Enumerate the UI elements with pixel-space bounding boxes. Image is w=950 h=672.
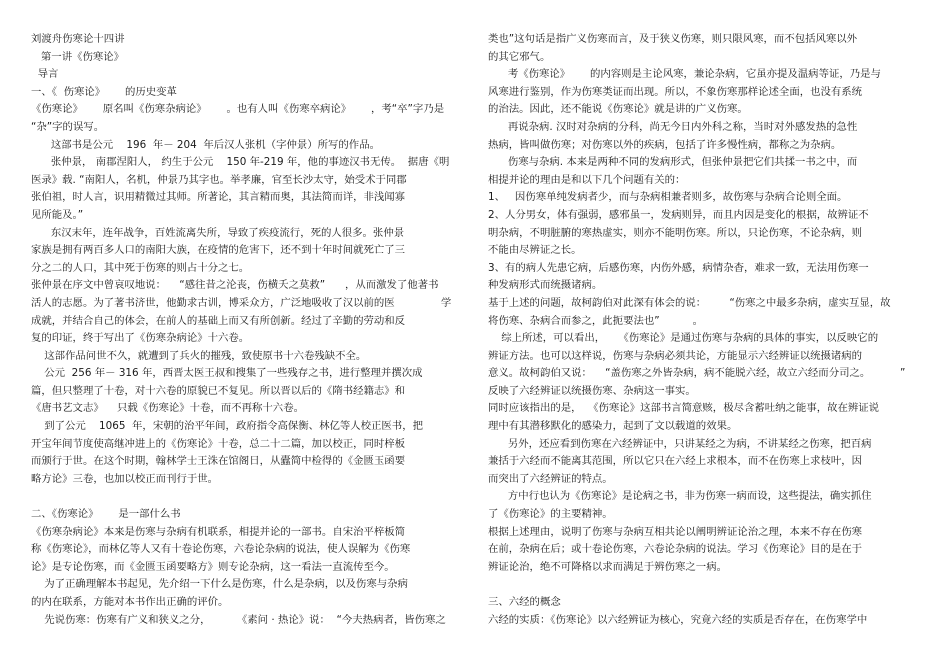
text-line: 考《伤寒论》 的内容则是主论风寒，兼论杂病，它虽亦提及温病等证，乃是与 xyxy=(488,68,881,81)
text-line: 在前，杂病在后；或十卷论伤寒，六卷论杂病的说法。学习《伤寒论》目的是在于 xyxy=(488,543,863,556)
text-line: 方中行也认为《伤寒论》是论病之书，非为伤寒一病而设，这些提法，确实抓住 xyxy=(488,490,872,503)
text-line: 的其它邪气。 xyxy=(488,50,551,63)
text-line: 1、 因伤寒单纯发病者少，而与杂病相兼者则多，故伤寒与杂病合论则全面。 xyxy=(488,191,848,204)
text-line: 了《伤寒论》的主要精神。 xyxy=(488,508,613,521)
text-line: 辨证方法。也可以这样说，伤寒与杂病必须共论，方能显示六经辨证以统摄诸病的 xyxy=(488,349,863,362)
text-line: 同时应该指出的是， 《伤寒论》这部书言简意赅，极尽含蓄吐纳之能事，故在辨证说 xyxy=(488,402,880,415)
text-line: 开宝年间节度使高继冲进上的《伤寒论》十卷，总二十二篇，加以校正，同时梓板 xyxy=(31,437,406,450)
text-line: 风寒进行鉴别，作为伤寒类证而出现。所以，不象伤寒那样论述全面，也没有系统 xyxy=(488,85,863,98)
text-line: 3、有的病人先患它病，后感伤寒，内伤外感，病情杂杳，难求一致，无法用伤寒一 xyxy=(488,261,869,274)
text-line: 综上所述，可以看出， 《伤寒论》是通过伤寒与杂病的具体的事实，以反映它的 xyxy=(488,332,879,345)
text-line: 意义。故柯韵伯又说： “盖伤寒之外皆杂病，病不能脱六经，故立六经而分司之。 ” xyxy=(488,367,906,380)
text-line: 这部书是公元 196 年－ 204 年后汉人张机（字仲景）所写的作品。 xyxy=(31,138,380,151)
text-line: 根据上述理由，说明了伤寒与杂病互相共论以阐明辨证论治之理，本来不存在伤寒 xyxy=(488,525,863,538)
text-line: 种发病形式而统摄诸病。 xyxy=(488,279,603,292)
text-line: 二、《伤寒论》 是一部什么书 xyxy=(31,508,181,521)
text-line: 家族是拥有两百多人口的南阳大族，在疫情的危害下，还不到十年时间就死亡了三 xyxy=(31,244,406,257)
text-line: 活人的志愿。为了著书济世，他勤求古训，博采众方，广泛地吸收了汉以前的医 学 xyxy=(31,296,452,309)
text-line: 辨证论治，绝不可降格以求而满足于辨伤寒之一病。 xyxy=(488,560,727,573)
text-line: 理中有其潜移默化的感染力，起到了文以载道的效果。 xyxy=(488,420,738,433)
text-line: 第一讲《伤寒论》 xyxy=(31,50,125,63)
text-line: 伤寒与杂病. 本来是两种不同的发病形式，但张仲景把它们共揉一书之中，而 xyxy=(488,156,858,169)
text-line: 篇，但只整理了十卷，对十六卷的原貌已不复见。所以晋以后的《隋书经籍志》和 xyxy=(31,384,406,397)
text-line: 医录》载. “南阳人，名机，仲景乃其字也。举孝廉，官至长沙太守，始受术于同郡 xyxy=(31,173,407,186)
text-line: 三、六经的概念 xyxy=(488,596,561,608)
text-line: 成就，并结合自己的体会，在前人的基础上而又有所创新。经过了辛勤的劳动和反 xyxy=(31,314,406,327)
text-line: 兼括于六经而不能离其范围，所以它只在六经上求根本，而不在伤寒上求枝叶，因 xyxy=(488,455,863,468)
text-line: 这部作品问世不久，就遭到了兵火的摧残，致使原书十六卷残缺不全。 xyxy=(31,349,367,362)
text-line: 张仲景在序文中曾哀叹地说： “感往昔之沦丧，伤横夭之莫救” ，从而激发了他著书 xyxy=(31,279,439,292)
text-line: 2、人分男女，体有强弱，感邪虽一，发病则异，而且内因是变化的根据，故辨证不 xyxy=(488,208,869,221)
text-line: 基于上述的问题，故柯韵伯对此深有体会的说： “伤寒之中最多杂病，虚实互显，故 xyxy=(488,296,891,309)
text-line: 到了公元 1065 年，宋朝的治平年间，政府指令高保衡、林亿等人校正医书，把 xyxy=(31,420,423,433)
text-line: 而突出了六经辨证的特点。 xyxy=(488,472,613,485)
text-line: 导言 xyxy=(31,68,59,81)
text-line: 略方论》三卷，也加以校正而刊行于世。 xyxy=(31,472,219,485)
text-line: 类也”这句话是指广义伤寒而言，及于狭义伤寒，则只限风寒，而不包括风寒以外 xyxy=(488,33,858,45)
text-line: 《伤寒杂病论》本来是伤寒与杂病有机联系，相提并论的一部书。自宋治平梓板简 xyxy=(31,525,406,538)
text-line: 公元 256 年－ 316 年，西晋太医王叔和搜集了一些残存之书，进行整理并撰次成 xyxy=(31,367,423,380)
text-line: 热病，皆叫做伤寒；对伤寒以外的疾病，包括了许多慢性病，都称之为杂病。 xyxy=(488,138,842,151)
text-line: 张仲景， 南郡涅阳人， 约生于公元 150 年-219 年，他的事迹汉书无传。 据唐《明 xyxy=(31,156,450,169)
text-line: 复的印证，终于写出了《伤寒杂病论》十六卷。 xyxy=(31,332,250,345)
text-line: 六经的实质：《伤寒论》以六经辨证为核心，究竟六经的实质是否存在，在伤寒学中 xyxy=(488,613,868,626)
text-line: 而颁行于世。在这个时期，翰林学士王洙在馆阁日，从蠹简中检得的《金匮玉函要 xyxy=(31,455,406,468)
text-line: 另外，还应看到伤寒在六经辨证中，只讲某经之为病，不讲某经之伤寒，把百病 xyxy=(488,437,872,450)
text-line xyxy=(488,576,906,594)
text-line: 先说伤寒：伤寒有广义和狭义之分， 《素问 · 热论》说： “今夫热病者，皆伤寒之 xyxy=(31,613,446,626)
text-line: 见所能及。” xyxy=(31,208,84,221)
text-line: 《唐书艺文志》 只载《伤寒论》十卷，而不再称十六卷。 xyxy=(31,402,304,415)
text-line: 再说杂病. 汉时对杂病的分科，尚无今日内外科之称，当时对外感发热的急性 xyxy=(488,120,858,133)
text-line: 相提并论的理由是和以下几个问题有关的： xyxy=(488,173,686,186)
text-line: “杂”字的误写。 xyxy=(31,120,105,133)
right-column xyxy=(488,31,906,629)
text-line: 明杂病，不明脏腑的寒热虚实，则亦不能明伤寒。所以，只论伤寒，不论杂病，则 xyxy=(488,226,863,239)
text-line: 反映了六经辨证以统摄伤寒、杂病这一事实。 xyxy=(488,384,696,397)
text-line: 东汉末年，连年战争，百姓流离失所，导致了疾疫流行，死的人很多。张仲景 xyxy=(31,226,405,239)
left-column xyxy=(31,31,451,629)
text-line: 为了正确理解本书起见，先介绍一下什么是伤寒，什么是杂病，以及伤寒与杂病 xyxy=(31,578,408,591)
text-line: 的治法。因此，还不能说《伤寒论》就是讲的广义伤寒。 xyxy=(488,103,748,116)
text-line: 一、《 伤寒论》 的历史变革 xyxy=(31,85,177,98)
text-line: 张伯祖，时人言，识用精微过其师。所著论，其言精而奥，其法简而详，非浅闻寡 xyxy=(31,191,406,204)
text-line: 的内在联系，方能对本书作出正确的评价。 xyxy=(31,596,229,608)
text-line: 不能由尽辨证之长。 xyxy=(488,244,582,257)
text-line xyxy=(31,488,451,506)
text-line: 论》是专论伤寒，而《金匮玉函要略方》则专论杂病，这一看法一直流传至今。 xyxy=(31,560,395,573)
text-line: 《伤寒论》 原名叫《伤寒杂病论》 。也有人叫《伤寒卒病论》 ，考“卒”字乃是 xyxy=(31,103,445,116)
text-line: 分之二的人口，其中死于伤寒的则占十分之七。 xyxy=(31,261,250,274)
text-line: 称《伤寒论》，而林亿等人又有十卷论伤寒，六卷论杂病的说法，使人误解为《伤寒 xyxy=(31,543,411,556)
text-line: 将伤寒、杂病合而参之，此扼要法也” 。 xyxy=(488,314,704,327)
text-line: 刘渡舟伤寒论十四讲 xyxy=(31,33,125,45)
